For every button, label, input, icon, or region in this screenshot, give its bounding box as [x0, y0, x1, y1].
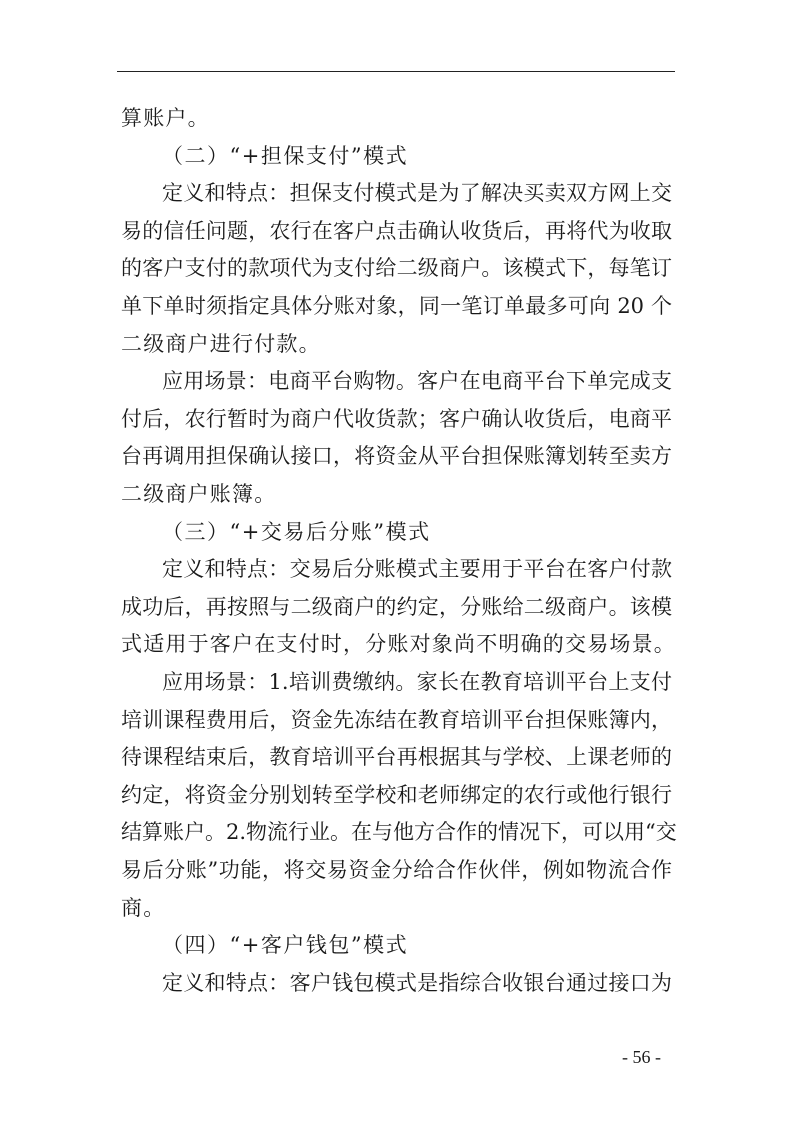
text-line: 定义和特点：担保支付模式是为了解决买卖双方网上交: [162, 181, 672, 205]
text-line: 的客户支付的款项代为支付给二级商户。该模式下，每笔订: [121, 256, 672, 280]
text-line: 培训课程费用后，资金先冻结在教育培训平台担保账簿内，: [121, 708, 672, 732]
text-line: 定义和特点：客户钱包模式是指综合收银台通过接口为: [162, 971, 672, 995]
text-line: 应用场景：1.培训费缴纳。家长在教育培训平台上支付: [162, 670, 672, 694]
header-rule: [117, 71, 675, 72]
text-line: 二级商户账簿。: [121, 482, 277, 506]
text-line: 成功后，再按照与二级商户的约定，分账给二级商户。该模: [121, 595, 672, 619]
text-line: 定义和特点：交易后分账模式主要用于平台在客户付款: [162, 557, 672, 581]
text-line: 付后，农行暂时为商户代收货款；客户确认收货后，电商平: [121, 407, 672, 431]
text-line: 约定，将资金分别划转至学校和老师绑定的农行或他行银行: [121, 783, 672, 807]
text-line: 待课程结束后，教育培训平台再根据其与学校、上课老师的: [121, 745, 672, 769]
text-line: 二级商户进行付款。: [121, 332, 321, 356]
text-line: 应用场景：电商平台购物。客户在电商平台下单完成支: [162, 369, 672, 393]
text-line: 结算账户。2.物流行业。在与他方合作的情况下，可以用“交: [121, 820, 677, 844]
text-line: 算账户。: [121, 106, 210, 130]
section-heading: （四）“+客户钱包”模式: [162, 933, 409, 957]
text-line: 易后分账”功能，将交易资金分给合作伙伴，例如物流合作: [121, 858, 672, 882]
text-line: 单下单时须指定具体分账对象，同一笔订单最多可向 20 个: [121, 294, 672, 318]
text-line: 台再调用担保确认接口，将资金从平台担保账簿划转至卖方: [121, 444, 672, 468]
section-heading: （三）“+交易后分账”模式: [162, 520, 431, 544]
text-line: 商。: [121, 896, 166, 920]
section-heading: （二）“+担保支付”模式: [162, 144, 409, 168]
page-number: - 56 -: [622, 1047, 661, 1067]
text-line: 式适用于客户在支付时，分账对象尚不明确的交易场景。: [121, 632, 676, 656]
text-line: 易的信任问题，农行在客户点击确认收货后，再将代为收取: [121, 219, 672, 243]
